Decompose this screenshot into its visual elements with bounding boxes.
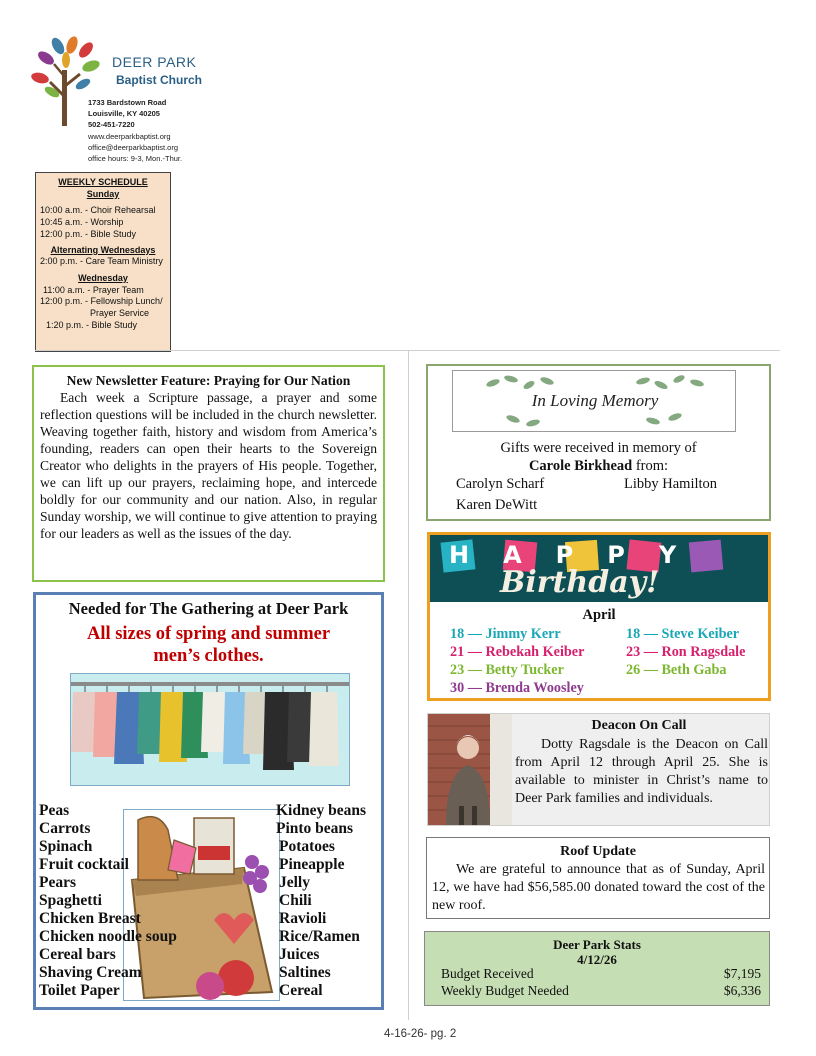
page-footer: 4-16-26- pg. 2	[384, 1028, 457, 1040]
schedule-item: 10:45 a.m. - Worship	[40, 217, 124, 228]
happy-birthday-banner	[430, 535, 768, 602]
birthday-entry: 18 — Jimmy Kerr	[450, 626, 561, 642]
schedule-item: Prayer Service	[90, 308, 150, 319]
food-item: Chili	[279, 892, 312, 909]
food-item: Saltines	[279, 964, 331, 981]
budget-received-label: Budget Received	[441, 966, 534, 981]
church-address	[88, 97, 182, 164]
deacon-title: Deacon On Call	[591, 718, 687, 733]
deacon-photo	[428, 714, 512, 825]
food-item: Fruit cocktail	[39, 856, 129, 873]
schedule-item: 1:20 p.m. - Bible Study	[46, 319, 138, 330]
deacon-body: Dotty Ragsdale is the Deacon on Call from April 12 through April 25. She is available to minister in Christ’s name to Deer Park families and individuals.	[515, 737, 768, 806]
address-email[interactable]: office@deerparkbaptist.org	[88, 142, 179, 152]
gathering-headline-line1: All sizes of spring and summer	[86, 624, 331, 644]
birthday-entry: 18 — Steve Keiber	[626, 626, 740, 642]
food-item: Toilet Paper	[39, 982, 120, 999]
food-item: Chicken noodle soup	[39, 928, 177, 945]
food-list-left	[39, 802, 177, 1000]
memory-line: Gifts were received in memory of	[500, 440, 697, 456]
happy-text: HAPPY	[449, 541, 711, 569]
budget-needed-label: Weekly Budget Needed	[441, 983, 569, 998]
food-item: Shaving Cream	[39, 964, 142, 981]
food-item: Spinach	[39, 838, 93, 855]
budget-received-value: $7,195	[723, 966, 761, 981]
food-item: Peas	[39, 802, 70, 819]
food-list-right	[276, 802, 366, 1000]
food-item: Carrots	[39, 820, 91, 837]
birthday-text: Birthday!	[500, 565, 660, 600]
food-item: Ravioli	[279, 910, 327, 927]
church-subtitle: Baptist Church	[116, 73, 203, 87]
roof-title: Roof Update	[560, 844, 636, 859]
food-item: Pears	[39, 874, 77, 891]
stats-date: 4/12/26	[577, 952, 617, 967]
gathering-headline	[36, 623, 381, 667]
food-item: Rice/Ramen	[279, 928, 360, 945]
birthdays	[427, 532, 771, 701]
stats-title	[425, 937, 769, 967]
schedule-item: 12:00 p.m. - Fellowship Lunch/	[40, 296, 163, 307]
food-item: Jelly	[279, 874, 310, 891]
food-item: Chicken Breast	[39, 910, 141, 927]
schedule-item: 12:00 p.m. - Bible Study	[40, 228, 137, 239]
food-item: Spaghetti	[39, 892, 102, 909]
birthday-entry: 26 — Beth Gaba	[626, 662, 727, 678]
schedule-altwed-heading: Alternating Wednesdays	[50, 244, 156, 255]
birthday-entry: 21 — Rebekah Keiber	[450, 644, 585, 660]
gathering-needs	[33, 592, 384, 1010]
roof-body: We are grateful to announce that as of Sunday, April 12, we have had $56,585.00 donated toward the cost of the new roof.	[432, 862, 765, 913]
donor-name: Karen DeWitt	[456, 497, 538, 513]
address-city: Louisville, KY 40205	[88, 109, 160, 119]
church-name: DEER PARK	[112, 54, 197, 70]
divider-vertical	[408, 350, 409, 1020]
food-item: Cereal	[279, 982, 323, 999]
deacon-on-call	[427, 713, 770, 826]
gathering-title: Needed for The Gathering at Deer Park	[68, 599, 349, 618]
memory-honoree: Carole Birkhead	[528, 458, 633, 474]
weekly-schedule	[35, 172, 171, 352]
feature-body: Each week a Scripture passage, a prayer and some reflection questions will be included in the church newsletter. Weaving together faith, history and wisdom from America’s founding, readers can open their hearts to the Sovereign Creator who delights in the prayers of His people. Together, we can lift up our prayers, reclaiming hope, and intercede boldly for our community and our nation. Also, in regular Sunday worship, we will continue to give attention to praying for our leaders as well as the issues of the day.	[40, 390, 377, 541]
schedule-item: 2:00 p.m. - Care Team Ministry	[40, 256, 163, 267]
birthday-entry: 23 — Betty Tucker	[450, 662, 564, 678]
gathering-headline-line2: men’s clothes.	[153, 646, 264, 666]
person-portrait-icon	[428, 714, 512, 825]
food-item: Kidney beans	[276, 802, 367, 819]
food-item: Potatoes	[279, 838, 335, 855]
budget-needed-value: $6,336	[723, 983, 761, 998]
memory-banner	[452, 370, 736, 432]
clothes-rack-icon	[71, 674, 350, 786]
food-item: Pinto beans	[276, 820, 354, 837]
address-phone: 502-451-7220	[88, 120, 135, 130]
address-street: 1733 Bardstown Road	[88, 98, 167, 107]
roof-update	[426, 837, 770, 919]
newsletter-feature	[32, 365, 385, 582]
memory-banner-text: In Loving Memory	[531, 391, 659, 410]
donor-name: Libby Hamilton	[624, 476, 718, 492]
food-item: Cereal bars	[39, 946, 116, 963]
clothes-rack-image	[70, 673, 350, 786]
office-hours: office hours: 9-3, Mon.-Thur.	[88, 154, 183, 164]
memory-from: from:	[635, 458, 669, 474]
donor-name: Carolyn Scharf	[456, 476, 545, 492]
stats-heading: Deer Park Stats	[553, 937, 641, 952]
schedule-item: 10:00 a.m. - Choir Rehearsal	[40, 205, 156, 216]
memory-text	[428, 439, 769, 475]
memorial-gifts	[426, 364, 771, 521]
deer-park-stats	[424, 931, 770, 1006]
feature-title: New Newsletter Feature: Praying for Our Nation	[66, 373, 351, 388]
food-item: Juices	[279, 946, 320, 963]
schedule-sunday-heading: Sunday	[86, 188, 120, 199]
schedule-title: WEEKLY SCHEDULE	[58, 177, 148, 187]
birthday-entry: 23 — Ron Ragsdale	[626, 644, 746, 660]
birthday-month: April	[582, 607, 616, 623]
birthday-entry: 30 — Brenda Woosley	[450, 680, 584, 696]
schedule-wed-heading: Wednesday	[78, 272, 128, 283]
address-website[interactable]: www.deerparkbaptist.org	[88, 131, 171, 141]
schedule-item: 11:00 a.m. - Prayer Team	[43, 284, 144, 295]
food-item: Pineapple	[279, 856, 345, 873]
